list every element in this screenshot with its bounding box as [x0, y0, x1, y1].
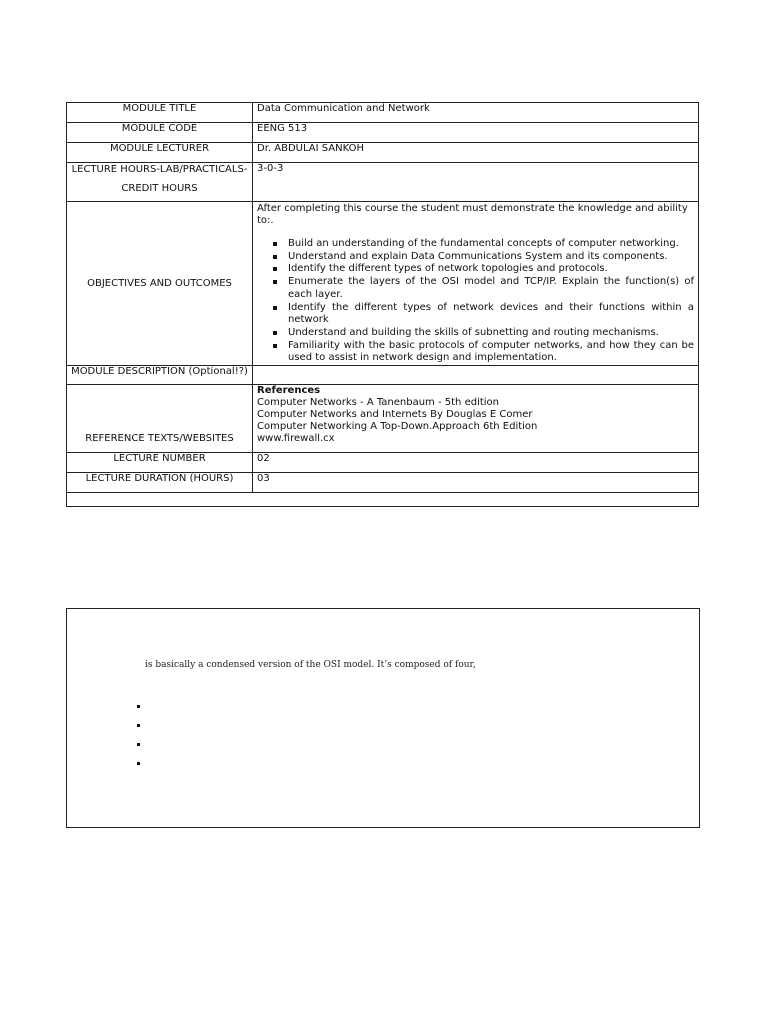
module-info-table	[66, 102, 699, 507]
empty-row	[67, 493, 699, 507]
objective-item: Enumerate the layers of the OSI model and TCP/IP. Explain the function(s) of each layer.	[288, 276, 694, 300]
module-lecturer-row	[67, 143, 699, 163]
reference-item: www.firewall.cx	[257, 433, 335, 445]
empty-cell	[67, 493, 699, 507]
module-title-label: MODULE TITLE	[67, 103, 253, 123]
bullet-marker	[137, 722, 147, 741]
objective-item: Build an understanding of the fundamental concepts of computer networking.	[288, 238, 694, 251]
bullet-marker	[137, 741, 147, 760]
lecture-hours-row	[67, 163, 699, 202]
references-row	[67, 385, 699, 453]
lecture-duration-label: LECTURE DURATION (HOURS)	[67, 473, 253, 493]
reference-item: Computer Networks - A Tanenbaum - 5th edition	[257, 397, 500, 409]
lecture-hours-label	[67, 163, 253, 202]
module-code-label: MODULE CODE	[67, 123, 253, 143]
objectives-label: OBJECTIVES AND OUTCOMES	[67, 202, 253, 366]
objectives-list	[257, 238, 694, 365]
references-cell	[253, 385, 699, 453]
objective-item: Understand and building the skills of subnetting and routing mechanisms.	[288, 327, 694, 340]
lecture-content-box	[66, 608, 700, 828]
module-description-row	[67, 366, 699, 385]
objectives-row	[67, 202, 699, 366]
lecture-number-value: 02	[253, 453, 699, 473]
objective-item: Familiarity with the basic protocols of computer networks, and how they can be used to assist in network design and implementation.	[288, 339, 694, 364]
bullet-marker	[137, 703, 147, 722]
lecture-number-row	[67, 453, 699, 473]
module-code-row	[67, 123, 699, 143]
lecture-hours-label-line2: CREDIT HOURS	[121, 183, 198, 194]
tcpip-description-text: is basically a condensed version of the OSI model. It’s composed of four,	[145, 660, 476, 670]
lecture-hours-label-line1: LECTURE HOURS-LAB/PRACTICALS-	[71, 164, 248, 175]
objectives-cell	[253, 202, 699, 366]
objective-item: Understand and explain Data Communications System and its components.	[288, 251, 694, 264]
lecture-number-label: LECTURE NUMBER	[67, 453, 253, 473]
module-title-row	[67, 103, 699, 123]
lecture-duration-value: 03	[253, 473, 699, 493]
bullet-marker	[137, 760, 147, 779]
objective-item: Identify the different types of network devices and their functions within a network	[288, 301, 694, 326]
lecture-duration-row	[67, 473, 699, 493]
module-description-label: MODULE DESCRIPTION (Optional!?)	[67, 366, 253, 385]
objectives-intro: After completing this course the student must demonstrate the knowledge and ability to:.	[257, 203, 688, 226]
module-lecturer-value: Dr. ABDULAI SANKOH	[253, 143, 699, 163]
module-code-value: EENG 513	[253, 123, 699, 143]
module-description-value	[253, 366, 699, 385]
objective-item: Identify the different types of network topologies and protocols.	[288, 263, 694, 276]
reference-item: Computer Networks and Internets By Douglas E Comer	[257, 409, 533, 421]
references-label: REFERENCE TEXTS/WEBSITES	[67, 385, 253, 453]
layers-bullet-list	[137, 703, 147, 779]
references-heading: References	[257, 385, 321, 397]
module-lecturer-label: MODULE LECTURER	[67, 143, 253, 163]
module-title-value: Data Communication and Network	[253, 103, 699, 123]
reference-item: Computer Networking A Top-Down.Approach 6th Edition	[257, 421, 538, 433]
lecture-hours-value: 3-0-3	[253, 163, 699, 202]
